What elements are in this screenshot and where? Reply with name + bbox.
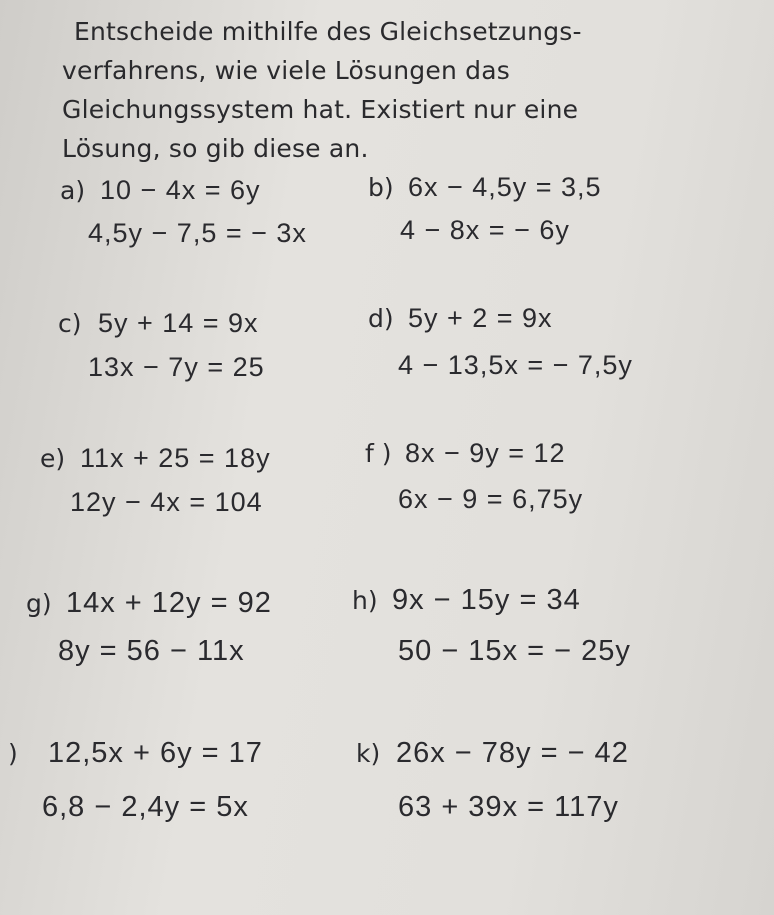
task-f [365, 438, 566, 469]
task-c [58, 308, 259, 339]
equation-1: 11x + 25 = 18y [79, 443, 271, 473]
task-a-equation-2: 4,5y − 7,5 = − 3x [88, 218, 307, 248]
task-label: g) [26, 589, 52, 618]
task-d-equation-2: 4 − 13,5x = − 7,5y [398, 350, 633, 380]
equation-1: 5y + 14 = 9x [97, 308, 259, 338]
task-b [368, 172, 602, 203]
equation-1: 5y + 2 = 9x [407, 303, 553, 333]
task-label: a) [60, 176, 86, 205]
instruction-line-2: verfahrens, wie viele Lösungen das [62, 56, 510, 85]
task-k-equation-2: 63 + 39x = 117y [398, 791, 619, 823]
instruction-line-4: Lösung, so gib diese an. [62, 134, 369, 163]
task-e-equation-2: 12y − 4x = 104 [70, 487, 263, 517]
task-b-equation-2: 4 − 8x = − 6y [400, 215, 570, 245]
equation-1: 9x − 15y = 34 [391, 584, 581, 616]
task-i [8, 738, 263, 769]
task-label: d) [368, 304, 394, 333]
task-c-equation-2: 13x − 7y = 25 [88, 352, 265, 382]
equation-1: 14x + 12y = 92 [65, 587, 272, 619]
task-f-equation-2: 6x − 9 = 6,75y [398, 484, 584, 514]
task-k [356, 738, 629, 769]
task-label: ) [8, 739, 18, 768]
task-g-equation-2: 8y = 56 − 11x [58, 635, 245, 667]
instruction-line-1: Entscheide mithilfe des Gleichsetzungs- [74, 17, 582, 46]
task-instructions [62, 12, 742, 168]
task-label: k) [356, 739, 381, 768]
equation-1: 10 − 4x = 6y [99, 175, 261, 205]
task-d [368, 303, 553, 334]
task-label: b) [368, 173, 394, 202]
instruction-line-3: Gleichungssystem hat. Existiert nur eine [62, 95, 579, 124]
task-label: e) [40, 444, 66, 473]
task-h [352, 585, 581, 616]
task-g [26, 588, 272, 619]
equation-1: 26x − 78y = − 42 [395, 737, 629, 769]
task-a [60, 175, 261, 206]
task-e [40, 443, 271, 474]
task-label: h) [352, 586, 378, 615]
task-i-equation-2: 6,8 − 2,4y = 5x [42, 791, 249, 823]
equation-1: 6x − 4,5y = 3,5 [407, 172, 602, 202]
task-h-equation-2: 50 − 15x = − 25y [398, 635, 631, 667]
task-label: c) [58, 309, 82, 338]
equation-1: 8x − 9y = 12 [404, 438, 566, 468]
task-label: f ) [365, 439, 392, 468]
equation-1: 12,5x + 6y = 17 [47, 737, 263, 769]
